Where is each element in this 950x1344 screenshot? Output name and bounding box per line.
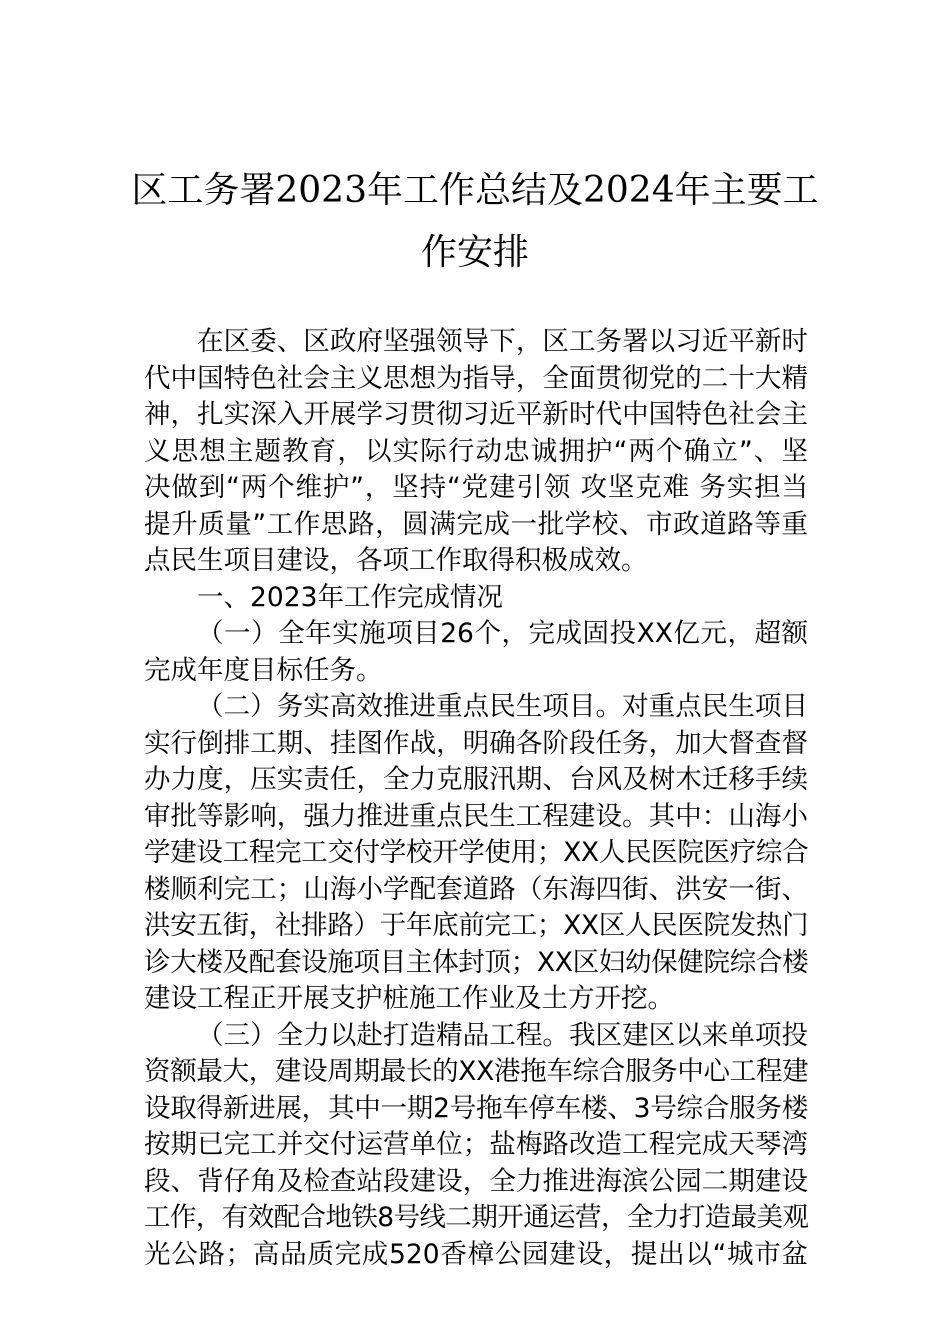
body-line: 段、背仔角及检查站段建设，全力推进海滨公园二期建设 <box>144 1165 808 1197</box>
body-line: 审批等影响，强力推进重点民生工程建设。其中：山海小 <box>144 800 808 832</box>
body-line: 洪安五街，社排路）于年底前完工；XX区人民医院发热门 <box>144 910 809 941</box>
body-line: 光公路；高品质完成520香樟公园建设，提出以“城市盆 <box>144 1238 808 1270</box>
body-line: 点民生项目建设，各项工作取得积极成效。 <box>144 545 648 576</box>
body-line: 设取得新进展，其中一期2号拖车停车楼、3号综合服务楼 <box>144 1092 808 1124</box>
body-line: 楼顺利完工；山海小学配套道路（东海四街、洪安一街、 <box>144 873 808 905</box>
body-line: 实行倒排工期、挂图作战，明确各阶段任务，加大督查督 <box>144 727 808 759</box>
body-line: 代中国特色社会主义思想为指导，全面贯彻党的二十大精 <box>144 362 808 394</box>
body-line: （二）务实高效推进重点民生项目。对重点民生项目 <box>197 691 808 722</box>
body-line: 工作，有效配合地铁8号线二期开通运营，全力打造最美观 <box>144 1202 809 1233</box>
body-line: 资额最大，建设周期最长的XX港拖车综合服务中心工程建 <box>144 1056 809 1087</box>
body-line: （三）全力以赴打造精品工程。我区建区以来单项投 <box>197 1019 808 1051</box>
body-line: 完成年度目标任务。 <box>144 654 383 686</box>
body-line: 诊大楼及配套设施项目主体封顶；XX区妇幼保健院综合楼 <box>144 946 809 978</box>
body-line: 一、2023年工作完成情况 <box>197 581 503 613</box>
body-line: （一）全年实施项目26个，完成固投XX亿元，超额 <box>197 618 808 649</box>
body-line: 学建设工程完工交付学校开学使用；XX人民医院医疗综合 <box>144 837 809 868</box>
title-line-2: 作安排 <box>420 232 529 273</box>
body-line: 建设工程正开展支护桩施工作业及土方开挖。 <box>144 983 674 1014</box>
body-line: 提升质量”工作思路，圆满完成一批学校、市政道路等重 <box>144 508 808 540</box>
body-line: 按期已完工并交付运营单位；盐梅路改造工程完成天琴湾 <box>144 1129 808 1160</box>
body-line: 义思想主题教育，以实际行动忠诚拥护“两个确立”、坚 <box>144 435 808 467</box>
body-line: 在区委、区政府坚强领导下，区工务署以习近平新时 <box>197 326 808 357</box>
body-line: 决做到“两个维护”，坚持“党建引领 攻坚克难 务实担当 <box>144 472 808 503</box>
title-line-1: 区工务署2023年工作总结及2024年主要工 <box>131 170 819 211</box>
body-line: 办力度，压实责任，全力克服汛期、台风及树木迁移手续 <box>144 764 808 795</box>
document-title <box>120 160 830 284</box>
body-line: 神，扎实深入开展学习贯彻习近平新时代中国特色社会主 <box>144 399 808 430</box>
document-body <box>144 324 808 1273</box>
